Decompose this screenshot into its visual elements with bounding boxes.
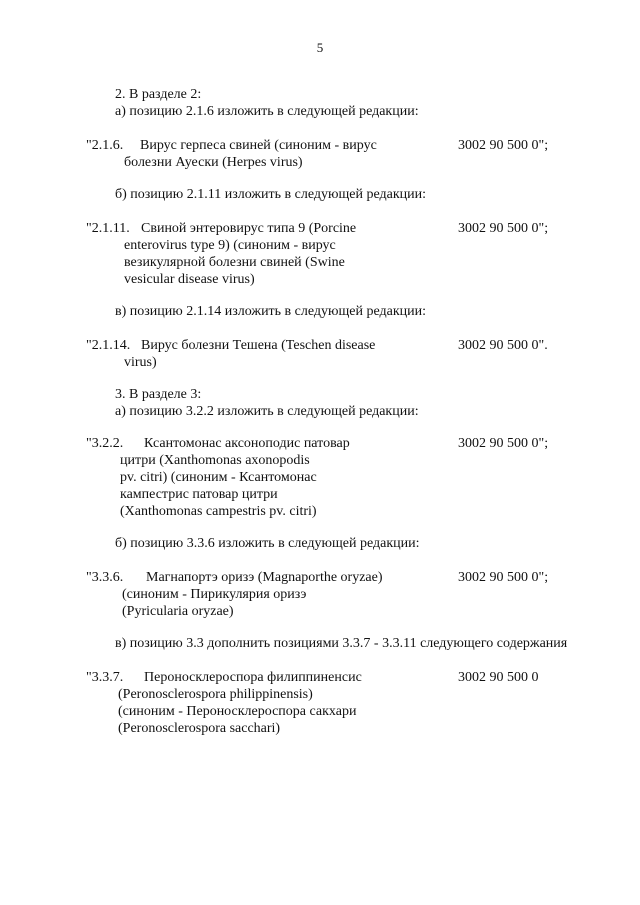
- entry-2-1-11-line: vesicular disease virus): [124, 272, 255, 287]
- entry-3-3-7-line: (синоним - Пероносклероспора сакхари: [118, 704, 357, 719]
- entry-3-3-6-code: 3002 90 500 0";: [458, 570, 549, 585]
- entry-2-1-11-text: [124, 220, 357, 288]
- entry-3-3-6-line: (синоним - Пирикулярия оризэ: [122, 587, 307, 602]
- entry-3-3-6-text: [122, 569, 383, 620]
- entry-2-1-6-code: 3002 90 500 0";: [458, 138, 549, 153]
- section-3-b-intro: б) позицию 3.3.6 изложить в следующей редакции:: [115, 536, 420, 551]
- entry-3-3-6-line: (Pyricularia oryzae): [122, 604, 234, 619]
- entry-2-1-11-line: Свиной энтеровирус типа 9 (Porcine: [141, 221, 357, 236]
- entry-2-1-6-line: болезни Ауески (Herpes virus): [124, 155, 303, 170]
- section-2-b-intro: б) позицию 2.1.11 изложить в следующей редакции:: [115, 187, 426, 202]
- entry-3-3-7-line: Пероносклероспора филиппиненсис: [144, 670, 362, 685]
- entry-2-1-11-code: 3002 90 500 0";: [458, 221, 549, 236]
- entry-2-1-14-line: virus): [124, 355, 157, 370]
- entry-3-3-7-text: [118, 669, 362, 737]
- entry-3-2-2-line: цитри (Xanthomonas axonopodis: [120, 453, 310, 468]
- entry-3-2-2-line: pv. citri) (синоним - Ксантомонас: [120, 470, 317, 485]
- section-2-a-intro: а) позицию 2.1.6 изложить в следующей редакции:: [115, 104, 419, 119]
- entry-2-1-6-line: Вирус герпеса свиней (синоним - вирус: [140, 138, 377, 153]
- entry-3-3-6-line: Магнапортэ оризэ (Magnaporthe oryzae): [146, 570, 383, 585]
- page-number: 5: [316, 40, 324, 55]
- entry-2-1-6-number: "2.1.6.: [86, 138, 124, 153]
- entry-3-2-2-line: кампестрис патовар цитри: [120, 487, 278, 502]
- entry-2-1-11-line: везикулярной болезни свиней (Swine: [124, 255, 345, 270]
- entry-2-1-11-number: "2.1.11.: [86, 221, 130, 236]
- entry-3-3-6-number: "3.3.6.: [86, 570, 124, 585]
- entry-2-1-14-text: [124, 337, 376, 371]
- entry-2-1-6-text: [124, 137, 377, 171]
- entry-3-2-2-code: 3002 90 500 0";: [458, 436, 549, 451]
- entry-3-2-2-line: (Xanthomonas campestris pv. citri): [120, 504, 317, 519]
- entry-3-2-2-number: "3.2.2.: [86, 436, 124, 451]
- section-2-c-intro: в) позицию 2.1.14 изложить в следующей редакции:: [115, 304, 427, 319]
- section-3-a-intro: а) позицию 3.2.2 изложить в следующей редакции:: [115, 404, 419, 419]
- entry-3-3-7-code: 3002 90 500 0: [458, 670, 539, 685]
- entry-3-2-2-line: Ксантомонас аксоноподис патовар: [144, 436, 350, 451]
- section-3-heading: 3. В разделе 3:: [115, 387, 202, 402]
- entry-3-2-2-text: [120, 435, 350, 520]
- entry-3-3-7-number: "3.3.7.: [86, 670, 124, 685]
- entry-3-3-7-line: (Peronosclerospora sacchari): [118, 721, 281, 736]
- entry-3-3-7-line: (Peronosclerospora philippinensis): [118, 687, 313, 702]
- entry-2-1-14-number: "2.1.14.: [86, 338, 131, 353]
- section-2-heading: 2. В разделе 2:: [115, 87, 202, 102]
- section-3-c-intro: в) позицию 3.3 дополнить позициями 3.3.7 - 3.3.11 следующего содержания: [115, 636, 568, 651]
- entry-2-1-14-code: 3002 90 500 0".: [458, 338, 548, 353]
- entry-2-1-11-line: enterovirus type 9) (синоним - вирус: [124, 238, 336, 253]
- entry-2-1-14-line: Вирус болезни Тешена (Teschen disease: [141, 338, 376, 353]
